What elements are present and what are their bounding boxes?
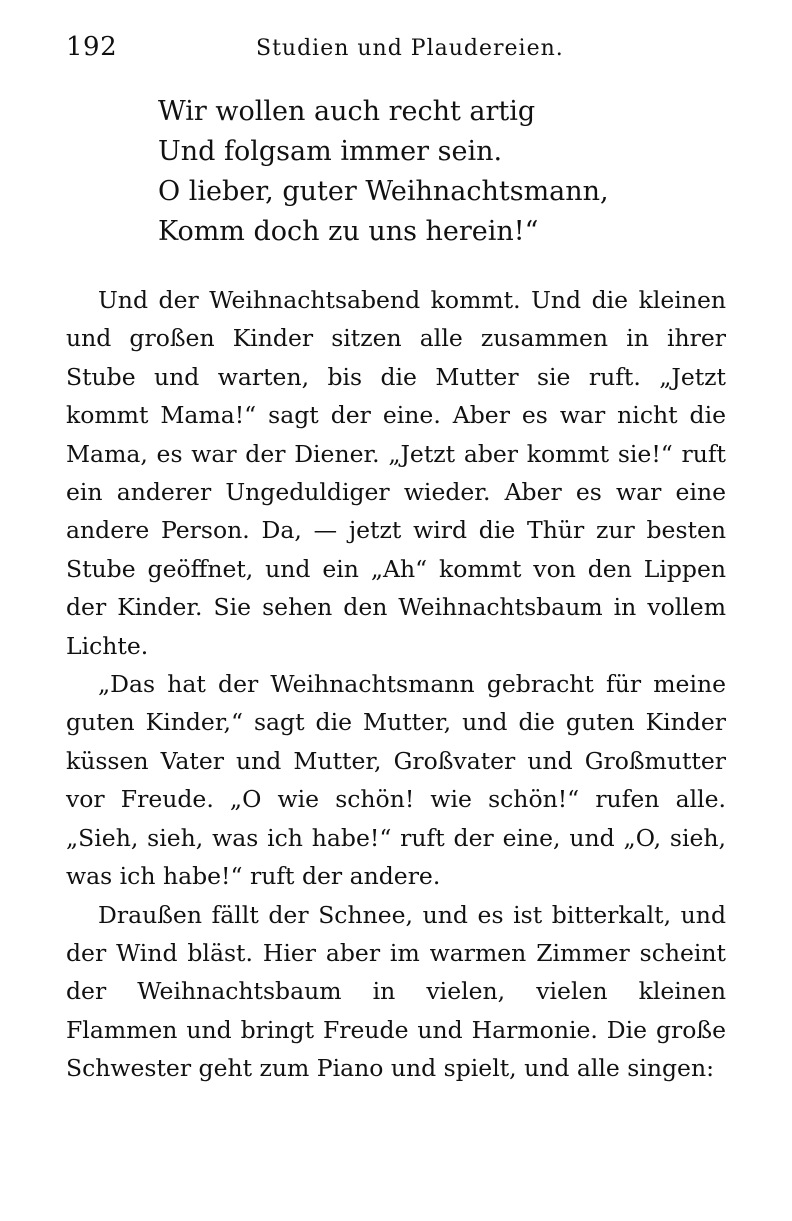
verse-line: Und folgsam immer sein. [158, 136, 503, 167]
verse-block [158, 92, 678, 252]
page-header [66, 28, 726, 68]
verse-line: O lieber, guter Weihnachtsmann, [158, 176, 609, 207]
paragraph: „Das hat der Weihnachtsmann gebracht für meine guten Kinder,“ sagt die Mutter, und die guten Kinder küssen Vater und Mutter, Großvater und Großmutter vor Freude. „O wie schön! wie schön!“ rufen alle. „Sieh, sieh, was ich habe!“ ruft der eine, und „O, sieh, was ich habe!“ ruft der andere. [66, 670, 726, 891]
paragraph: Draußen fällt der Schnee, und es ist bitterkalt, und der Wind bläst. Hier aber im warmen Zimmer scheint der Weihnachtsbaum in vielen, vielen kleinen Flammen und bringt Freude und Harmonie. Die große Schwester geht zum Piano und spielt, und alle singen: [66, 900, 726, 1083]
page-number: 192 [66, 32, 118, 62]
verse-line: Komm doch zu uns herein!“ [158, 216, 539, 247]
verse-line: Wir wollen auch recht artig [158, 96, 536, 127]
running-title: Studien und Plaudereien. [256, 36, 564, 61]
body-text [66, 281, 726, 1088]
paragraph: Und der Weihnachtsabend kommt. Und die kleinen und großen Kinder sitzen alle zusammen in ihrer Stube und warten, bis die Mutter sie ruft. „Jetzt kommt Mama!“ sagt der eine. Aber es war nicht die Mama, es war der Diener. „Jetzt aber kommt sie!“ ruft ein anderer Ungeduldiger wieder. Aber es war eine andere Person. Da, — jetzt wird die Thür zur besten Stube geöffnet, und ein „Ah“ kommt von den Lippen der Kinder. Sie sehen den Weihnachtsbaum in vollem Lichte. [66, 286, 726, 660]
